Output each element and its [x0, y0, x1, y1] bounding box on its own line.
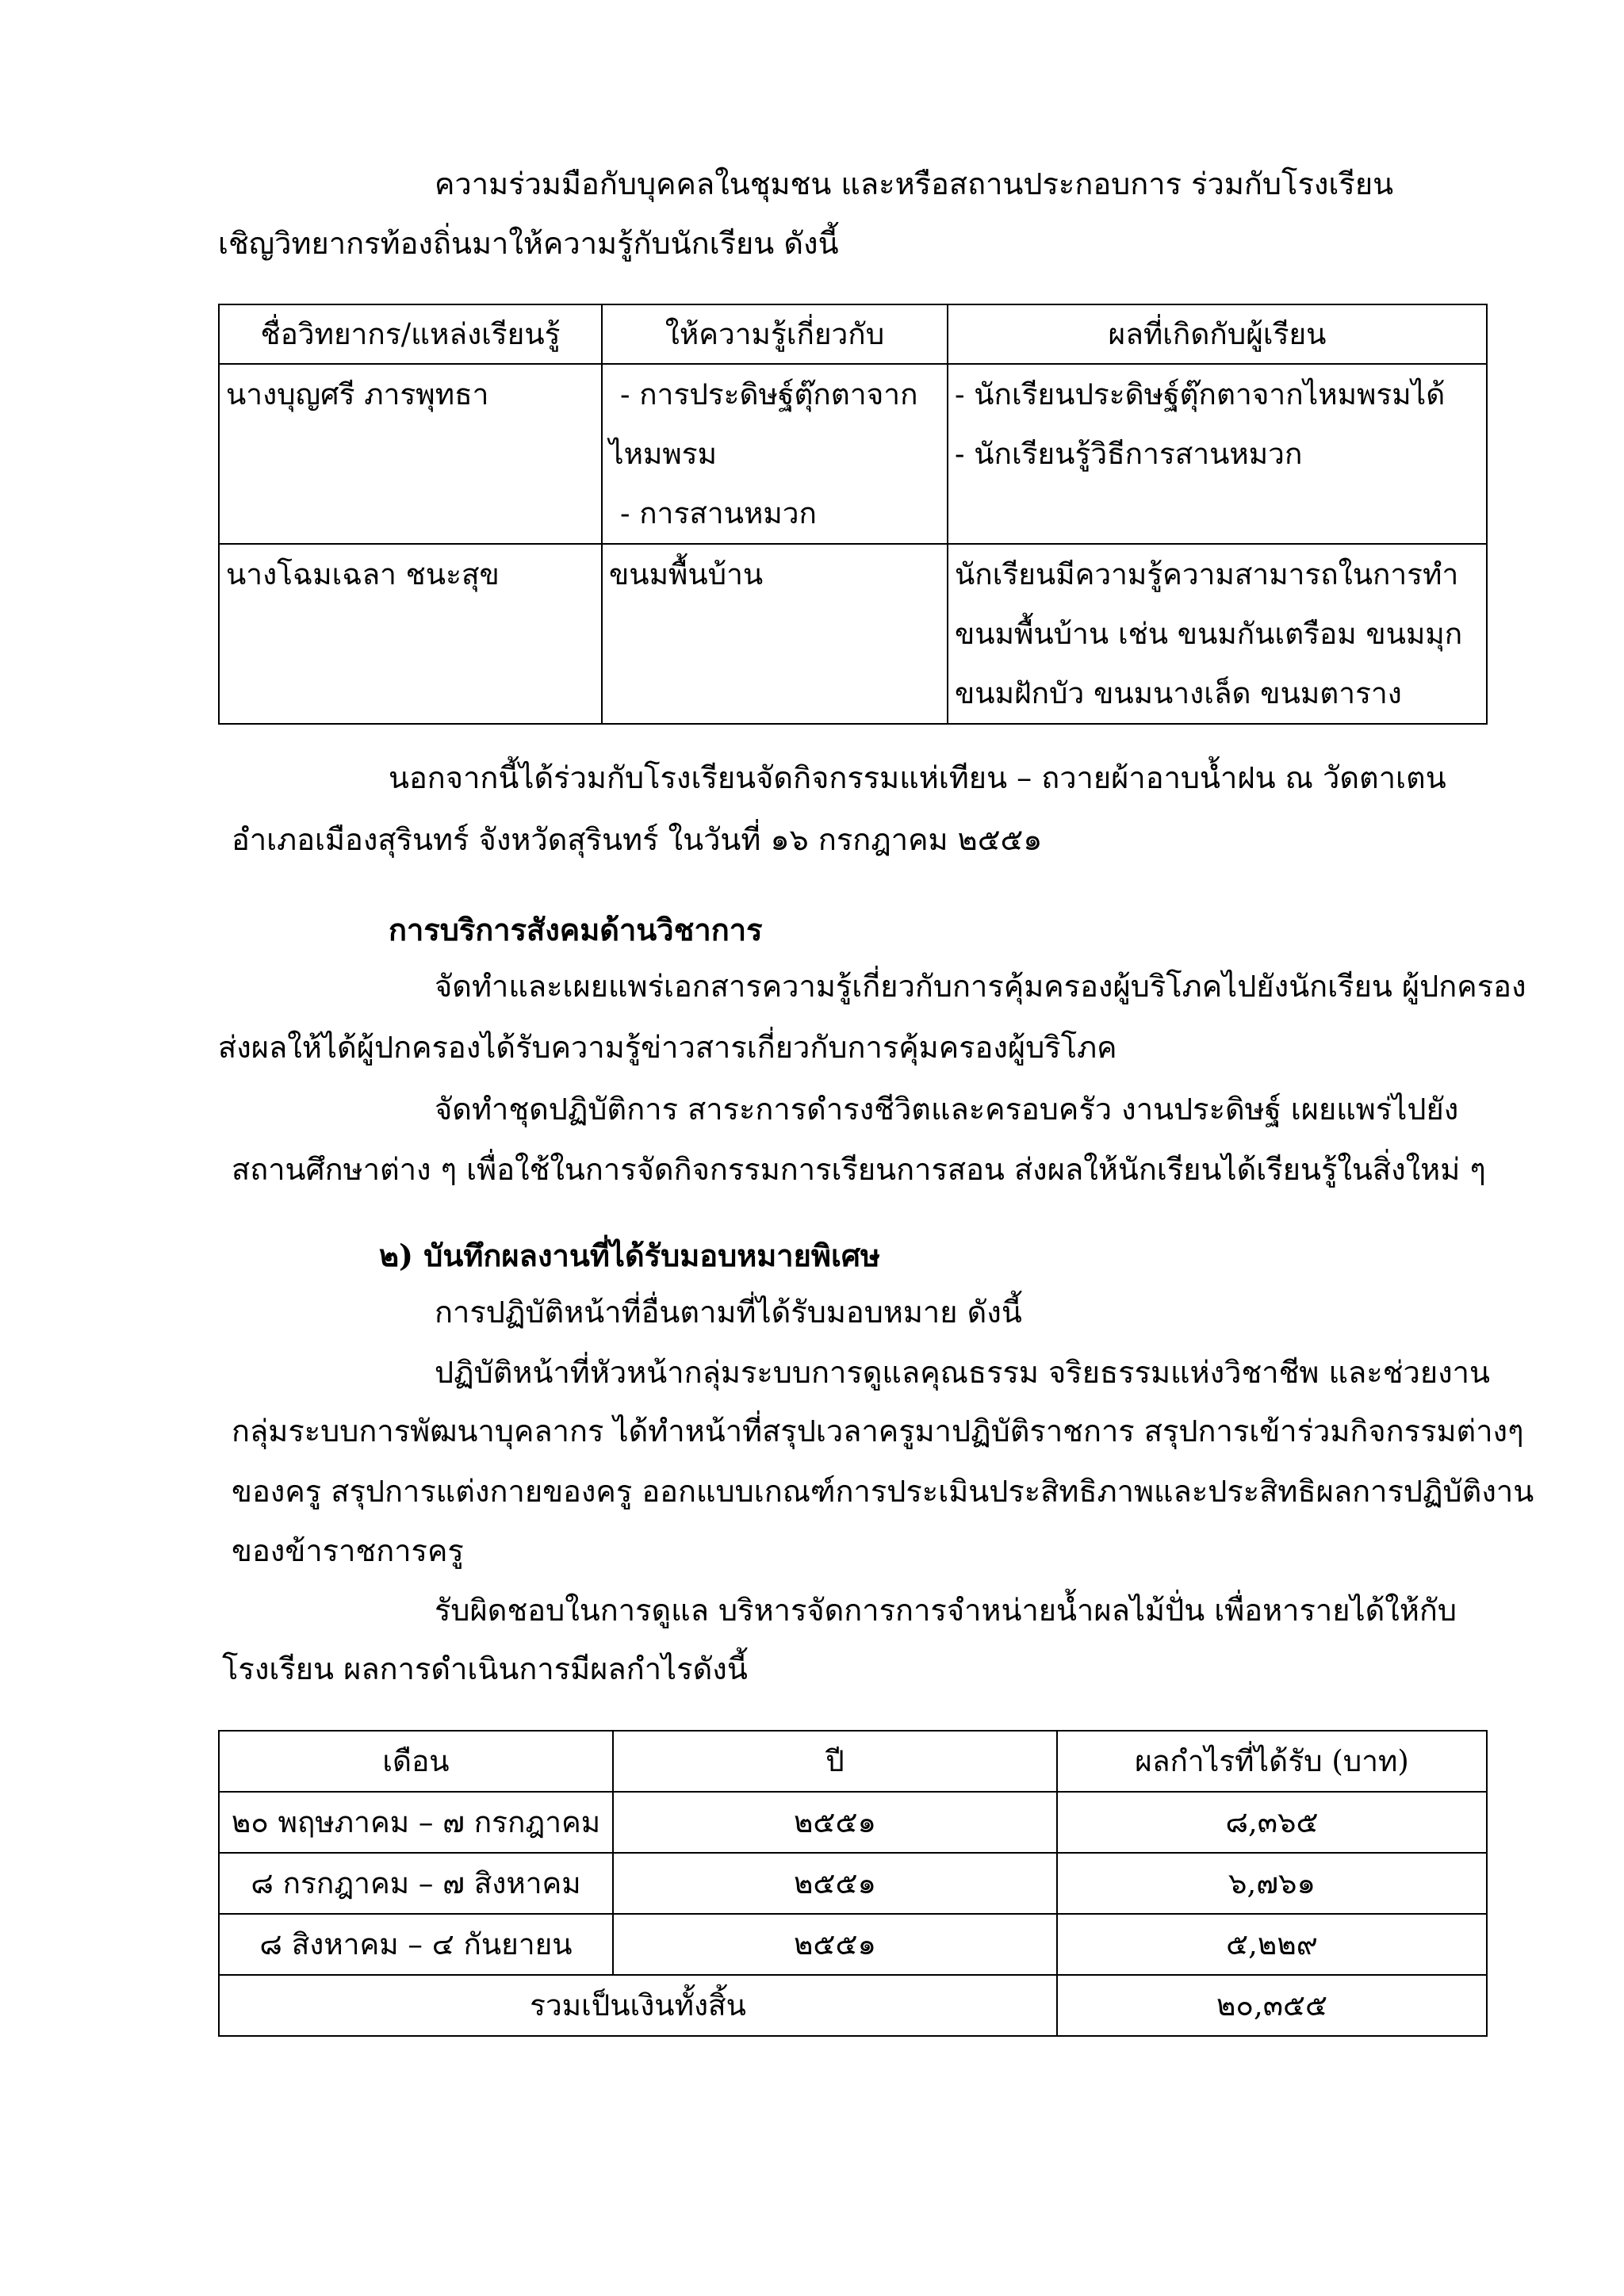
- intro-line-1: ความร่วมมือกับบุคคลในชุมชน และหรือสถานประกอบการ ร่วมกับโรงเรียน: [435, 166, 1394, 201]
- col-header-year: ปี: [613, 1731, 1057, 1792]
- cell-month: ๘ กรกฎาคม – ๗ สิงหาคม: [219, 1853, 613, 1914]
- cell-year: ๒๕๕๑: [613, 1853, 1057, 1914]
- table-row: [219, 1914, 1487, 1975]
- service-p2-line-2: สถานศึกษาต่าง ๆ เพื่อใช้ในการจัดกิจกรรมการเรียนการสอน ส่งผลให้นักเรียนได้เรียนรู้ในสิ่งใหม่ ๆ: [232, 1152, 1486, 1187]
- intro-line-2: เชิญวิทยากรท้องถิ่นมาให้ความรู้กับนักเรียน ดังนี้: [218, 226, 839, 261]
- profit-table: [218, 1730, 1488, 2037]
- after-table-line-2: อำเภอเมืองสุรินทร์ จังหวัดสุรินทร์ ในวันที่ ๑๖ กรกฎาคม ๒๕๕๑: [232, 822, 1043, 857]
- special-p2-line-1: รับผิดชอบในการดูแล บริหารจัดการการจำหน่ายน้ำผลไม้ปั่น เพื่อหารายได้ให้กับ: [435, 1593, 1457, 1628]
- table-row: [219, 364, 1487, 544]
- cell-topic: [602, 364, 948, 544]
- cell-month: ๘ สิงหาคม – ๔ กันยายน: [219, 1914, 613, 1975]
- topic-line: ขนมพื้นบ้าน: [609, 557, 764, 591]
- total-row: [219, 1975, 1487, 2036]
- topic-line: - การสานหมวก: [620, 496, 817, 530]
- cell-result: [948, 364, 1487, 544]
- result-line: นักเรียนมีความรู้ความสามารถในการทำ: [955, 557, 1459, 591]
- col-header-month: เดือน: [219, 1731, 613, 1792]
- col-header-name: ชื่อวิทยากร/แหล่งเรียนรู้: [219, 304, 602, 364]
- result-line: - นักเรียนรู้วิธีการสานหมวก: [955, 437, 1303, 471]
- cell-year: ๒๕๕๑: [613, 1914, 1057, 1975]
- special-heading: ๒) บันทึกผลงานที่ได้รับมอบหมายพิเศษ: [379, 1238, 881, 1273]
- total-value: ๒๐,๓๕๕: [1057, 1975, 1487, 2036]
- result-line: ขนมพื้นบ้าน เช่น ขนมกันเตรือม ขนมมุก: [955, 617, 1463, 651]
- table-row: [219, 1792, 1487, 1853]
- service-heading: การบริการสังคมด้านวิชาการ: [389, 912, 763, 947]
- special-line-1: การปฏิบัติหน้าที่อื่นตามที่ได้รับมอบหมาย ดังนี้: [435, 1295, 1022, 1330]
- total-label: รวมเป็นเงินทั้งสิ้น: [219, 1975, 1057, 2036]
- special-p1-line-4: ของข้าราชการครู: [232, 1533, 464, 1568]
- cell-result: [948, 544, 1487, 724]
- col-header-profit: ผลกำไรที่ได้รับ (บาท): [1057, 1731, 1487, 1792]
- cell-month: ๒๐ พฤษภาคม – ๗ กรกฎาคม: [219, 1792, 613, 1853]
- special-p2-line-2: โรงเรียน ผลการดำเนินการมีผลกำไรดังนี้: [222, 1651, 748, 1686]
- table-row: [219, 1853, 1487, 1914]
- after-table-line-1: นอกจากนี้ได้ร่วมกับโรงเรียนจัดกิจกรรมแห่เทียน – ถวายผ้าอาบน้ำฝน ณ วัดตาเตน: [389, 760, 1446, 795]
- special-p1-line-3: ของครู สรุปการแต่งกายของครู ออกแบบเกณฑ์การประเมินประสิทธิภาพและประสิทธิผลการปฏิบัติงาน: [232, 1474, 1534, 1509]
- table-row: [219, 544, 1487, 724]
- cell-profit: ๘,๓๖๕: [1057, 1792, 1487, 1853]
- topic-line: ไหมพรม: [609, 437, 718, 471]
- resource-person-table: [218, 304, 1488, 725]
- cell-name: [219, 364, 602, 544]
- service-p1-line-1: จัดทำและเผยแพร่เอกสารความรู้เกี่ยวกับการคุ้มครองผู้บริโภคไปยังนักเรียน ผู้ปกครอง: [435, 969, 1526, 1004]
- special-p1-line-2: กลุ่มระบบการพัฒนาบุคลากร ได้ทำหน้าที่สรุปเวลาครูมาปฏิบัติราชการ สรุปการเข้าร่วมกิจกรรมต่างๆ: [232, 1414, 1524, 1448]
- topic-line: - การประดิษฐ์ตุ๊กตาจาก: [620, 377, 918, 411]
- cell-profit: ๕,๒๒๙: [1057, 1914, 1487, 1975]
- cell-topic: [602, 544, 948, 724]
- service-p2-line-1: จัดทำชุดปฏิบัติการ สาระการดำรงชีวิตและครอบครัว งานประดิษฐ์ เผยแพร่ไปยัง: [435, 1092, 1459, 1127]
- cell-profit: ๖,๗๖๑: [1057, 1853, 1487, 1914]
- name-text: นางโฉมเฉลา ชนะสุข: [226, 557, 500, 591]
- result-line: - นักเรียนประดิษฐ์ตุ๊กตาจากไหมพรมได้: [955, 377, 1446, 411]
- name-text: นางบุญศรี ภารพุทธา: [226, 377, 489, 411]
- table-header-row: [219, 1731, 1487, 1792]
- result-line: ขนมฝักบัว ขนมนางเล็ด ขนมตาราง: [955, 676, 1402, 710]
- table-header-row: [219, 304, 1487, 364]
- cell-name: [219, 544, 602, 724]
- service-p1-line-2: ส่งผลให้ได้ผู้ปกครองได้รับความรู้ข่าวสารเกี่ยวกับการคุ้มครองผู้บริโภค: [218, 1030, 1117, 1065]
- special-p1-line-1: ปฏิบัติหน้าที่หัวหน้ากลุ่มระบบการดูแลคุณธรรม จริยธรรมแห่งวิชาชีพ และช่วยงาน: [435, 1355, 1490, 1390]
- col-header-topic: ให้ความรู้เกี่ยวกับ: [602, 304, 948, 364]
- cell-year: ๒๕๕๑: [613, 1792, 1057, 1853]
- col-header-result: ผลที่เกิดกับผู้เรียน: [948, 304, 1487, 364]
